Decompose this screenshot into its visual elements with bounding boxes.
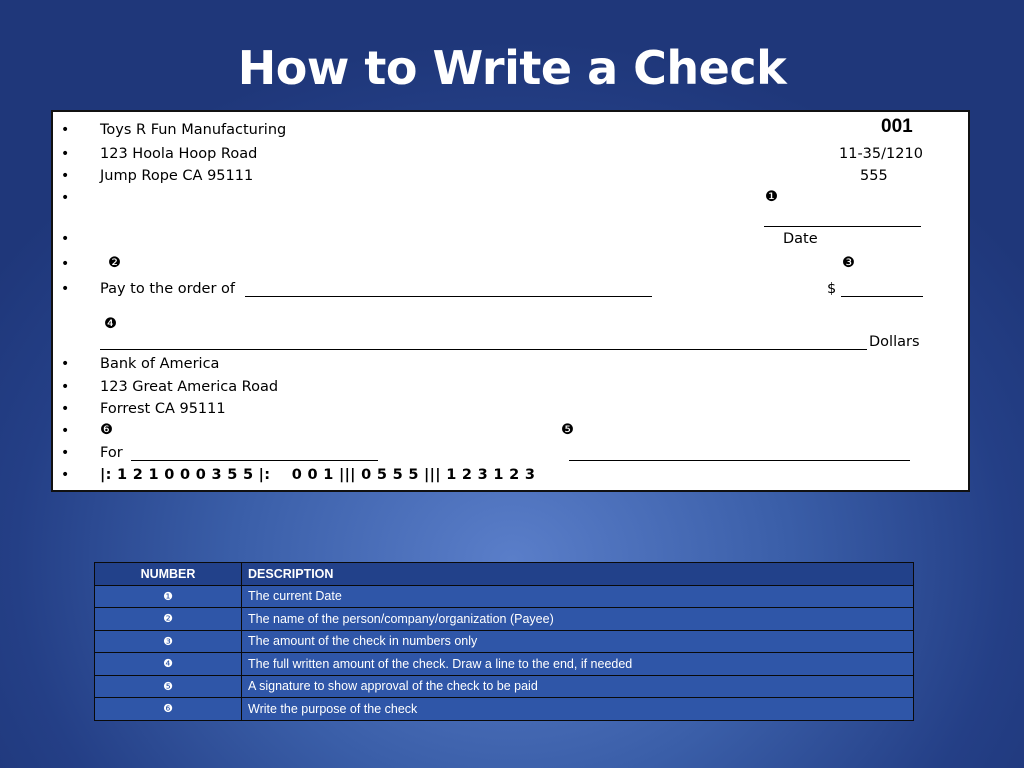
- company-street: 123 Hoola Hoop Road: [100, 146, 258, 162]
- row-description: The amount of the check in numbers only: [242, 630, 914, 653]
- row-number: ❷: [95, 608, 242, 631]
- dollars-label: Dollars: [869, 334, 920, 350]
- marker-6: ❻: [100, 422, 113, 438]
- table-row: [95, 698, 914, 721]
- row-description: A signature to show approval of the check to be paid: [242, 675, 914, 698]
- bullet: •: [61, 146, 70, 162]
- row-number: ❻: [95, 698, 242, 721]
- company-city: Jump Rope CA 95111: [100, 168, 254, 184]
- bullet: •: [61, 356, 70, 372]
- bullet: •: [61, 281, 70, 297]
- for-label: For: [100, 445, 123, 461]
- marker-3: ❸: [842, 255, 855, 271]
- table-header-row: [95, 563, 914, 586]
- memo-line: [131, 460, 378, 461]
- bullet: •: [61, 168, 70, 184]
- bullet: •: [61, 190, 70, 206]
- row-description: The full written amount of the check. Draw a line to the end, if needed: [242, 653, 914, 676]
- check-number: 001: [881, 116, 913, 137]
- payee-line: [245, 296, 652, 297]
- row-description: The name of the person/company/organization (Payee): [242, 608, 914, 631]
- marker-5: ❺: [561, 422, 574, 438]
- bullet: •: [61, 122, 70, 138]
- bullet: •: [61, 467, 70, 483]
- amount-box-line: [841, 296, 923, 297]
- table-row: [95, 608, 914, 631]
- column-header-number: NUMBER: [95, 563, 242, 586]
- bullet: •: [61, 401, 70, 417]
- slide-title: How to Write a Check: [237, 41, 787, 95]
- bank-street: 123 Great America Road: [100, 379, 279, 395]
- marker-1: ❶: [765, 189, 778, 205]
- bullet: •: [61, 379, 70, 395]
- table-row: [95, 630, 914, 653]
- bullet: •: [61, 256, 70, 272]
- bullet: •: [61, 231, 70, 247]
- dollar-sign: $: [827, 281, 837, 297]
- pay-to-label: Pay to the order of: [100, 281, 235, 297]
- row-number: ❹: [95, 653, 242, 676]
- bank-name: Bank of America: [100, 356, 220, 372]
- marker-2: ❷: [108, 255, 121, 271]
- column-header-description: DESCRIPTION: [242, 563, 914, 586]
- table-row: [95, 653, 914, 676]
- bullet: •: [61, 445, 70, 461]
- date-line: [764, 226, 921, 227]
- row-description: The current Date: [242, 585, 914, 608]
- bank-city: Forrest CA 95111: [100, 401, 226, 417]
- written-amount-line: [100, 349, 867, 350]
- table-row: [95, 585, 914, 608]
- row-number: ❶: [95, 585, 242, 608]
- row-number: ❸: [95, 630, 242, 653]
- branch-code: 555: [860, 168, 888, 184]
- routing-fraction: 11-35/1210: [839, 146, 923, 162]
- number-description-table: [94, 562, 914, 721]
- row-number: ❺: [95, 675, 242, 698]
- marker-4: ❹: [104, 316, 117, 332]
- company-name: Toys R Fun Manufacturing: [100, 122, 287, 138]
- date-label: Date: [783, 231, 818, 247]
- row-description: Write the purpose of the check: [242, 698, 914, 721]
- check-example: [51, 110, 970, 492]
- micr-line: |: 1 2 1 0 0 0 3 5 5 |: 0 0 1 ||| 0 5 5 5 ||| 1 2 3 1 2 3: [100, 467, 536, 483]
- bullet: •: [61, 423, 70, 439]
- signature-line: [569, 460, 910, 461]
- table-row: [95, 675, 914, 698]
